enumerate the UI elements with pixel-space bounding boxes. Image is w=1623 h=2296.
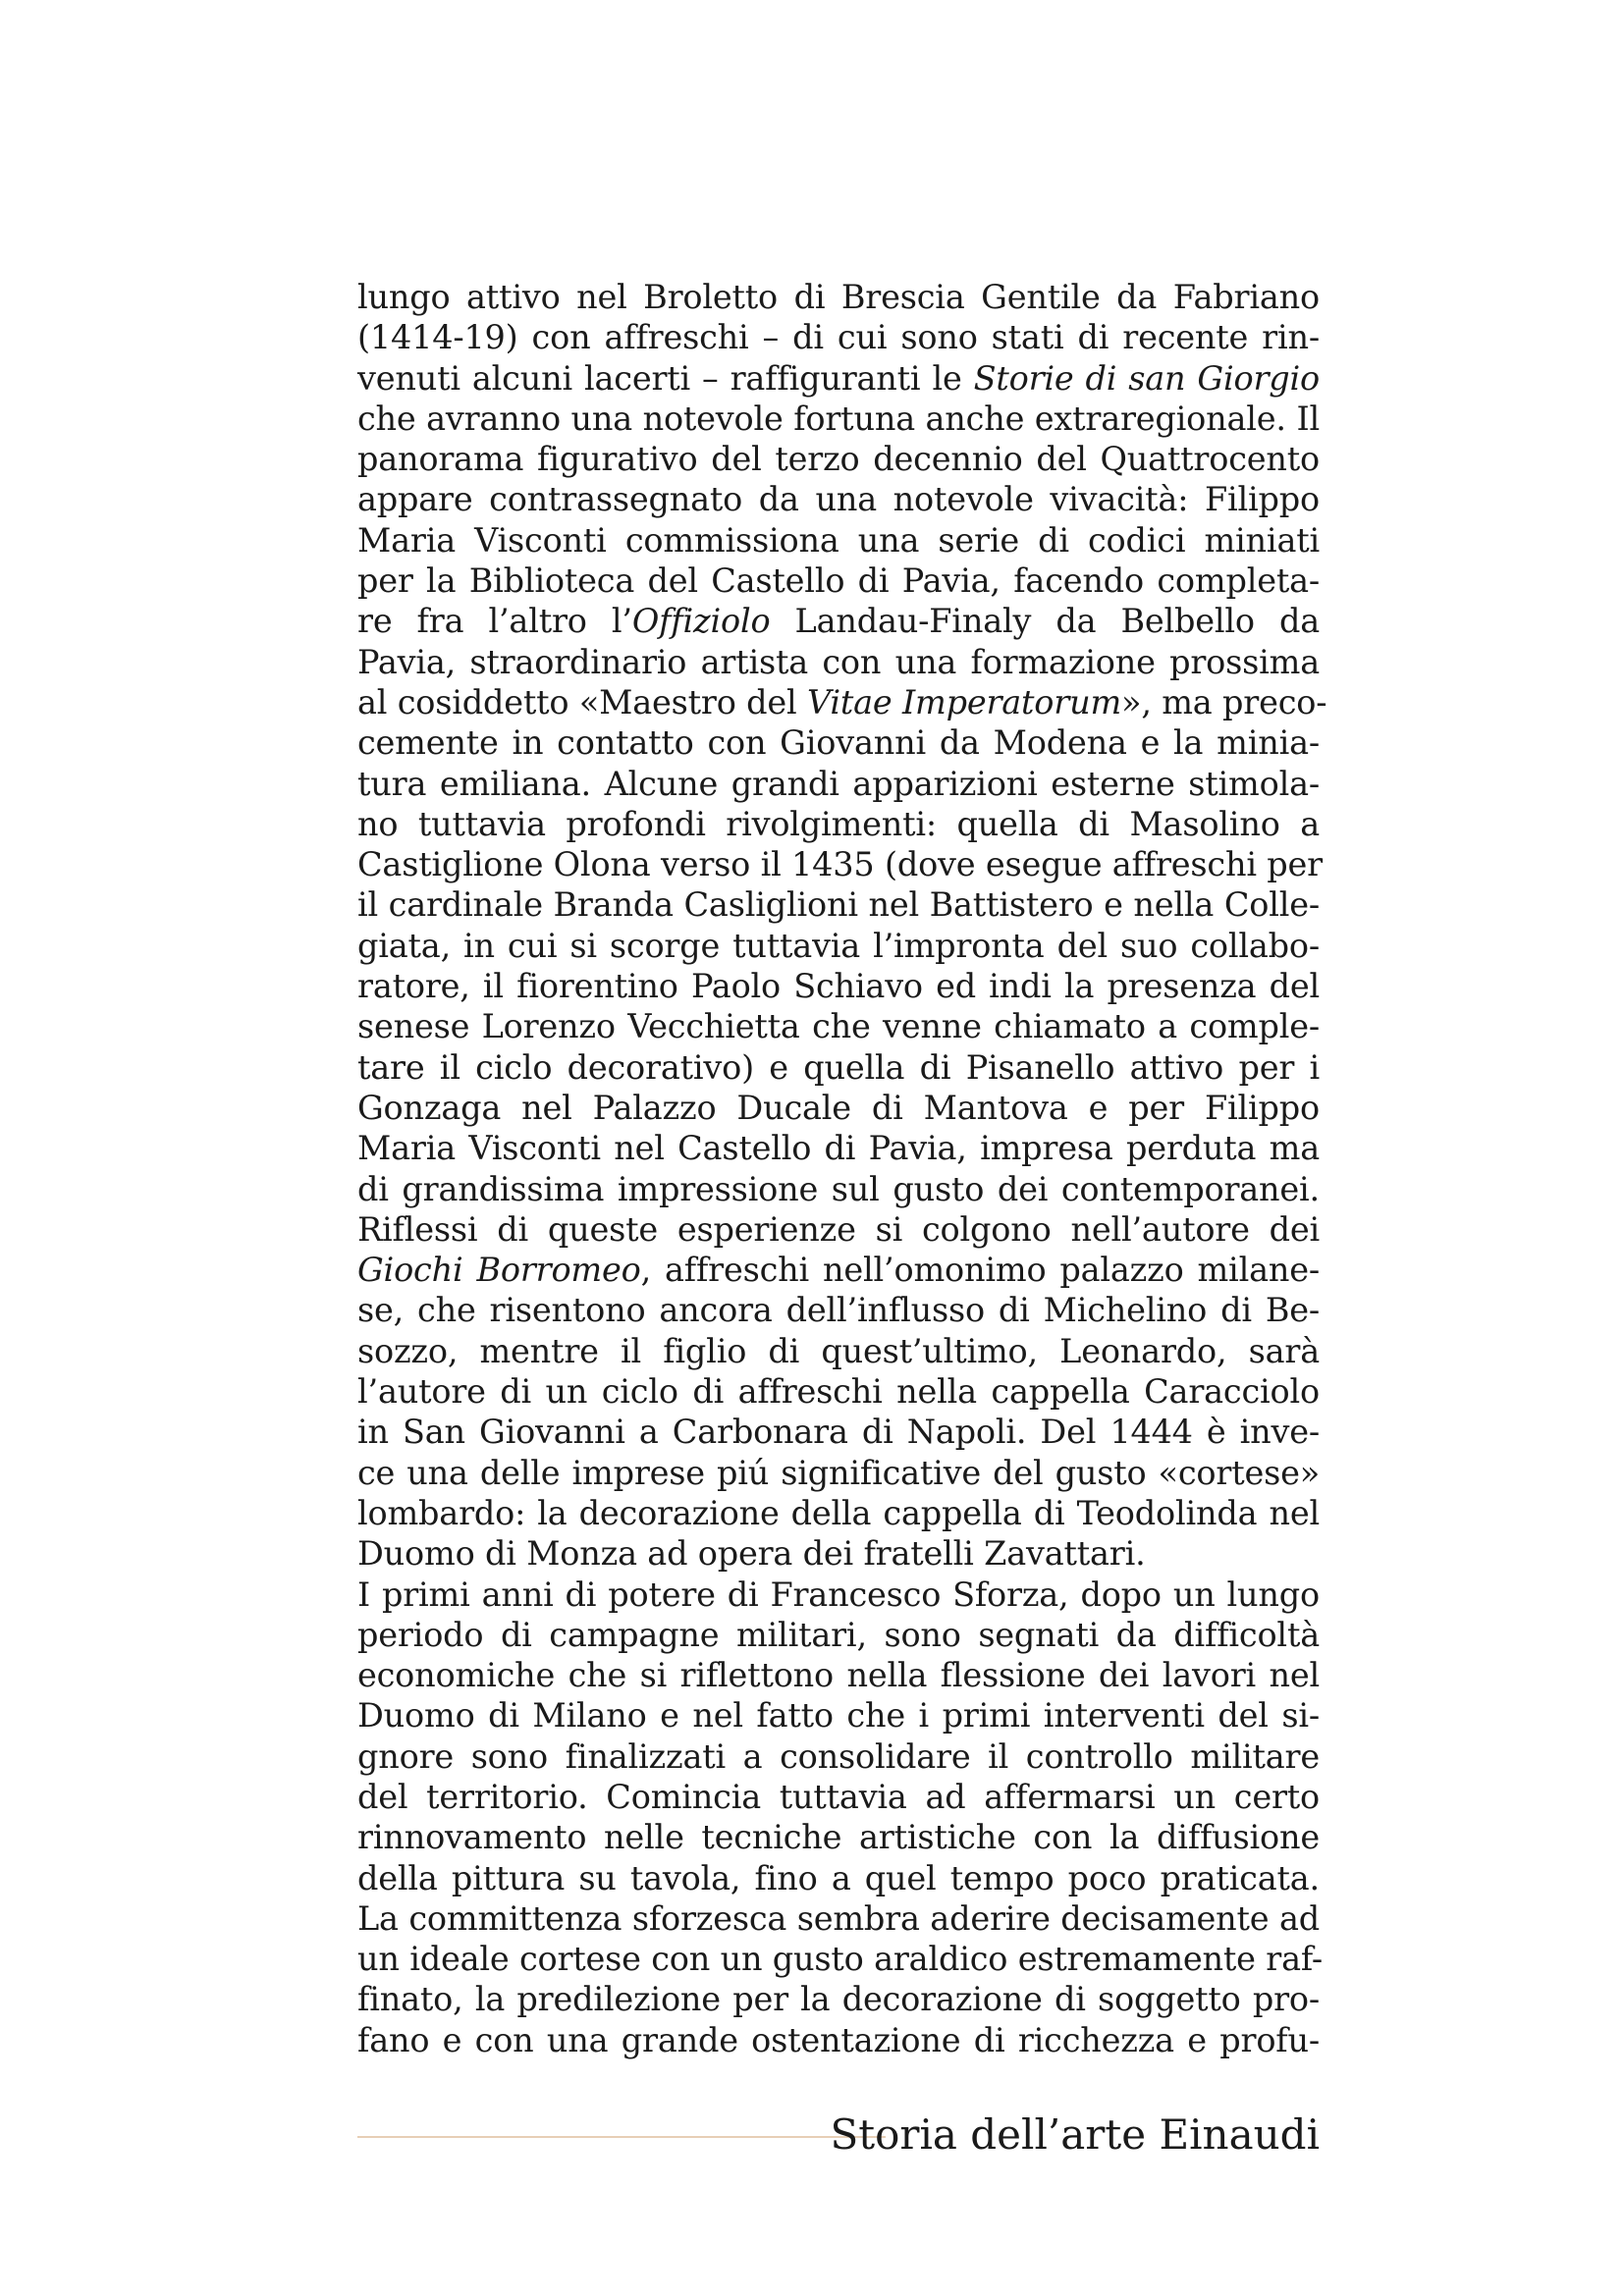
text-line: venuti alcuni lacerti – raffiguranti le Storie di san Giorgio	[357, 358, 1321, 398]
text-line: che avranno una notevole fortuna anche extraregionale. Il	[357, 399, 1320, 438]
text-line: (1414-19) con affreschi – di cui sono stati di recente rin-	[357, 318, 1320, 357]
italic-title: Giochi Borromeo	[357, 1251, 641, 1290]
text-line: Castiglione Olona verso il 1435 (dove esegue affreschi per	[357, 845, 1323, 884]
text-line: tura emiliana. Alcune grandi apparizioni esterne stimola-	[357, 764, 1320, 803]
text-line: un ideale cortese con un gusto araldico estremamente raf-	[357, 1940, 1323, 1979]
text-line: Maria Visconti commissiona una serie di codici miniati	[357, 520, 1320, 560]
footer-rule	[357, 2136, 886, 2138]
text-line: in San Giovanni a Carbonara di Napoli. Del 1444 è inve-	[357, 1413, 1320, 1452]
text-line: della pittura su tavola, fino a quel tempo poco praticata.	[357, 1858, 1320, 1897]
text-line: finato, la predilezione per la decorazione di soggetto pro-	[357, 1980, 1320, 2019]
text-line: rinnovamento nelle tecniche artistiche con la diffusione	[357, 1818, 1320, 1857]
text-line: periodo di campagne militari, sono segnati da difficoltà	[357, 1615, 1320, 1654]
text-line: per la Biblioteca del Castello di Pavia, facendo completa-	[357, 561, 1320, 601]
text-line: sozzo, mentre il figlio di quest’ultimo, Leonardo, sarà	[357, 1331, 1320, 1370]
text-line: fano e con una grande ostentazione di ricchezza e profu-	[357, 2020, 1320, 2059]
italic-title: Storie di san Giorgio	[973, 358, 1321, 398]
text-line: del territorio. Comincia tuttavia ad affermarsi un certo	[357, 1777, 1320, 1816]
text-line: tare il ciclo decorativo) e quella di Pisanello attivo per i	[357, 1047, 1320, 1087]
text-line: il cardinale Branda Casliglioni nel Battistero e nella Colle-	[357, 885, 1320, 925]
text-line: re fra l’altro l’Offiziolo Landau-Finaly da Belbello da	[357, 602, 1321, 641]
text-line: l’autore di un ciclo di affreschi nella cappella Caracciolo	[357, 1372, 1320, 1412]
text-line: I primi anni di potere di Francesco Sforza, dopo un lungo	[357, 1575, 1320, 1614]
italic-title: Offiziolo	[631, 602, 771, 641]
text-line: Riflessi di queste esperienze si colgono nell’autore dei	[357, 1209, 1320, 1249]
text-line: ce una delle imprese piú significative del gusto «cortese»	[357, 1453, 1320, 1492]
text-line: no tuttavia profondi rivolgimenti: quella di Masolino a	[357, 804, 1320, 843]
text-line: Pavia, straordinario artista con una formazione prossima	[357, 642, 1320, 681]
text-line: senese Lorenzo Vecchietta che venne chiamato a comple-	[357, 1007, 1320, 1046]
text-line: lombardo: la decorazione della cappella di Teodolinda nel	[357, 1493, 1320, 1532]
text-line: cemente in contatto con Giovanni da Modena e la minia-	[357, 723, 1320, 763]
text-line: se, che risentono ancora dell’influsso di Michelino di Be-	[357, 1291, 1320, 1330]
text-line: gnore sono finalizzati a consolidare il controllo militare	[357, 1736, 1320, 1776]
text-line: Gonzaga nel Palazzo Ducale di Mantova e per Filippo	[357, 1088, 1320, 1127]
text-line: appare contrassegnato da una notevole vivacità: Filippo	[357, 480, 1320, 519]
text-line: giata, in cui si scorge tuttavia l’impronta del suo collabo-	[357, 926, 1320, 965]
text-line: Maria Visconti nel Castello di Pavia, impresa perduta ma	[357, 1129, 1320, 1168]
text-line: panorama figurativo del terzo decennio del Quattrocento	[357, 440, 1320, 479]
text-line: La committenza sforzesca sembra aderire decisamente ad	[357, 1898, 1320, 1938]
text-line: al cosiddetto «Maestro del Vitae Imperatorum», ma preco-	[357, 682, 1327, 721]
italic-title: Vitae Imperatorum	[806, 682, 1122, 721]
text-line: Duomo di Monza ad opera dei fratelli Zavattari.	[357, 1534, 1146, 1574]
text-line: lungo attivo nel Broletto di Brescia Gentile da Fabriano	[357, 278, 1320, 316]
text-line: economiche che si riflettono nella flessione dei lavori nel	[357, 1656, 1320, 1695]
text-line: Duomo di Milano e nel fatto che i primi interventi del si-	[357, 1696, 1320, 1735]
text-line: di grandissima impressione sul gusto dei contemporanei.	[357, 1169, 1320, 1208]
text-line: ratore, il fiorentino Paolo Schiavo ed indi la presenza del	[357, 967, 1320, 1006]
footer-title: Storia dell’arte Einaudi	[830, 2110, 1320, 2159]
body-text	[357, 277, 1327, 2060]
text-line: Giochi Borromeo, affreschi nell’omonimo palazzo milane-	[357, 1251, 1320, 1290]
